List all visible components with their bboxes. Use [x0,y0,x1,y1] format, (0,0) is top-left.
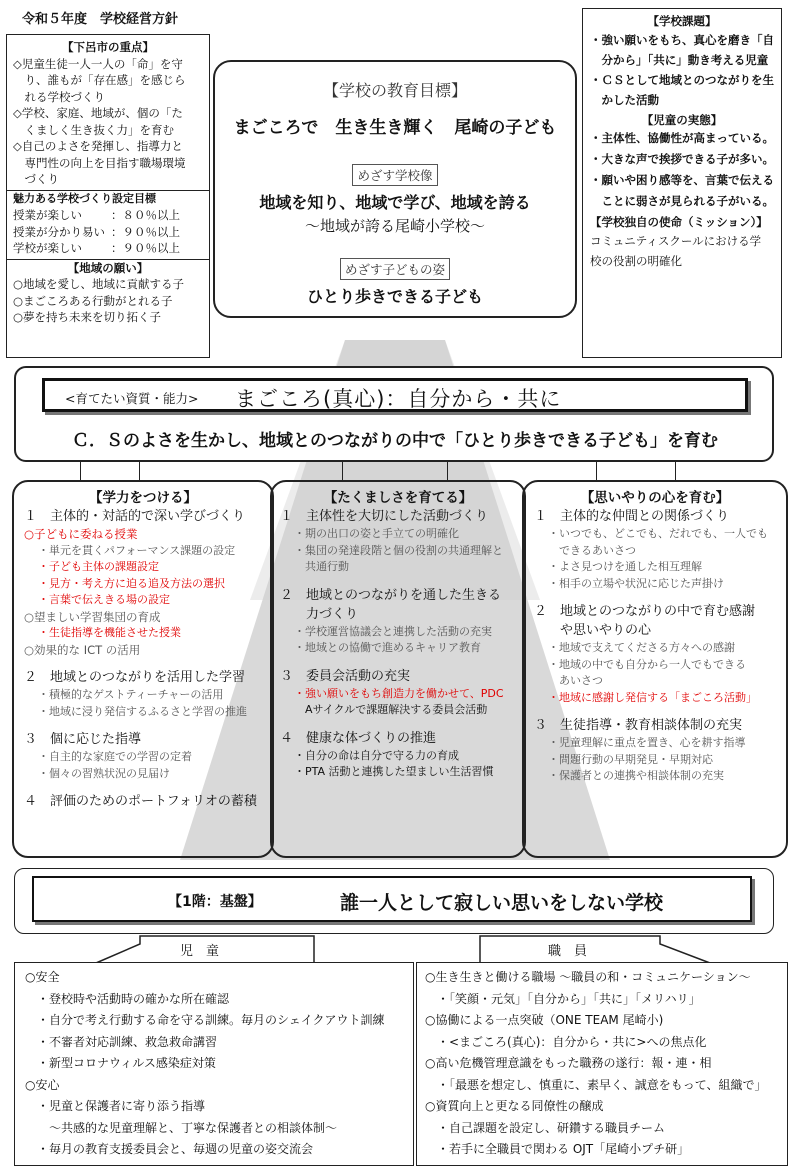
jittai-line: ことに弱さが見られる子がいる。 [590,194,774,208]
foundation-label: 【1階：基盤】 [168,894,262,910]
connector-right [596,462,676,480]
pillar-spacer [24,658,262,668]
pillar-item: ２ 地域とのつながりを活用した学習 [24,670,246,685]
jueten-line: くましく生き抜く力」を育む [13,122,174,137]
pillar-item: ・期の出口の姿と手立ての明確化 [294,527,459,540]
jittai-list [590,128,774,212]
shokuin-line: ・<まごころ(真心)：自分から・共に>への焦点化 [425,1034,707,1049]
pillar-academic [12,480,274,858]
kadai-line: ・ＣＳとして地域とのつながりを生 [590,72,774,87]
jidou-line: ・登校時や活動時の確かな所在確認 [25,991,230,1006]
pillar-spacer [534,706,776,716]
school-image-line2: ～地域が誇る尾崎小学校～ [304,217,485,235]
pillar-item: や思いやりの心 [534,623,652,638]
jittai-line: ・願いや困り感等を、言葉で伝える [590,173,774,187]
jidou-line: ○安心 [25,1077,60,1092]
miryoku-title: 魅力ある学校づくり設定目標 [13,191,156,205]
banner-label: <育てたい資質・能力> [65,391,199,406]
banner-sub: Ｃ．Ｓのよさを生かし、地域とのつながりの中で「ひとり歩きできる子ども」を育む [72,431,718,451]
jittai-line: ・大きな声で挨拶できる子が多い。 [590,152,774,166]
miryoku-value: ：９０％以上 [111,224,180,239]
pillar-spacer [280,719,516,729]
pillar-item: ・個々の習熟状況の見届け [38,766,170,780]
shokuin-line: ○協働による一点突破（ONE TEAM 尾崎小) [425,1013,664,1027]
pillar-strength-list [280,508,516,781]
kadai-line: かした活動 [590,92,659,107]
shokuin-line: ○高い危機管理意識をもった職務の遂行：報・連・相 [425,1056,712,1070]
pillar-item: ・子ども主体の課題設定 [38,560,159,573]
shokuin-line: ・「笑顔・元気」「自分から」「共に」「メリハリ」 [425,991,701,1006]
pillar-spacer [534,592,776,602]
pillar-item: ・自主的な家庭での学習の定着 [38,750,192,763]
pillar-spacer [280,657,516,667]
pillar-item: ・単元を貫くパフォーマンス課題の設定 [38,543,236,557]
pillar-item: できるあいさつ [548,543,636,557]
negai-title: 【地域の願い】 [67,260,149,275]
pillar-item: ・PTA 活動と連携した望ましい生活習慣 [294,765,494,778]
jueten-list [13,56,203,188]
pillar-item: ・見方・考え方に迫る追及方法の選択 [38,576,225,590]
jidou-list [25,967,403,1161]
pillar-item: ４ 健康な体づくりの推進 [280,730,437,746]
miryoku-row [13,224,203,241]
miryoku-list [13,207,203,257]
pillar-item: Aサイクルで課題解決する委員会活動 [294,703,488,716]
jittai-line: ・主体性、協働性が高まっている。 [590,131,774,145]
shokuin-line: ・自己課題を設定し、研鑽する職員チーム [425,1120,666,1135]
pillar-item: ・積極的なゲストティーチャーの活用 [38,688,224,701]
mission-line: コミュニティスクールにおける学 [590,233,762,248]
foundation-inner [32,876,752,922]
pillar-item: ２ 地域とのつながりの中で育む感謝 [534,604,756,619]
pillar-item: 力づくり [280,606,359,622]
miryoku-value: ：９０％以上 [111,241,180,255]
pillar-item: ○子どもに委ねる授業 [24,527,138,541]
miryoku-label: 授業が分かり易い [13,224,105,239]
left-panel [6,34,210,358]
jueten-line: ◇学校、家庭、地域が、個の「た [13,106,183,120]
pillar-item: ３ 生徒指導・教育相談体制の充実 [534,718,743,733]
kadai-title: 【学校課題】 [647,14,717,28]
pillar-strength [270,480,526,858]
pillar-item: １ 主体的な仲間との関係づくり [534,509,730,524]
pillar-strength-title: 【たくましさを育てる】 [323,490,473,506]
pillar-item: ・地域に浸り発信するふるさと学習の推進 [38,704,247,718]
jidou-line: ・児童と保護者に寄り添う指導 [25,1099,206,1113]
pillar-item: ・保護者との連携や相談体制の充実 [548,769,724,782]
jueten-line: れる学校づくり [13,89,105,104]
pillar-item: ・集団の発達段階と個の役割の共通理解と [294,543,503,557]
pillar-kindness-list [534,508,776,785]
page-title: 令和５年度 学校経営方針 [22,12,179,27]
miryoku-row [13,240,203,257]
jidou-box [14,962,414,1166]
pillar-item: １ 主体的・対話的で深い学びづくり [24,509,246,524]
child-image-text: ひとり歩きできる子ども [306,287,483,306]
jidou-line: ～共感的な児童理解と、丁寧な保護者との相談体制～ [25,1120,338,1135]
mission-list [590,231,774,271]
pillar-item: ・強い願いをもち創造力を働かせて、PDC [294,686,504,700]
jidou-line: ○安全 [25,970,60,984]
pillar-spacer [24,782,262,792]
pillar-academic-list [24,508,262,811]
pillar-item: ・生徒指導を機能させた授業 [38,626,181,639]
mission-title: 【学校独自の使命（ミッション）】 [590,215,768,229]
miryoku-value: ：８０％以上 [111,208,180,222]
pillar-item: ４ 評価のためのポートフォリオの蓄積 [24,794,257,809]
shokuin-line: ・「最悪を想定し、慎重に、素早く、誠意をもって、組織で」 [425,1077,767,1092]
education-goal-panel [213,60,577,318]
connector-center [342,462,448,480]
pillar-item: ・学校運営協議会と連携した活動の充実 [294,624,492,638]
pillar-item: ・地域との協働で進めるキャリア教育 [294,641,481,654]
jueten-line: 専門性の向上を目指す職場環境 [13,155,186,170]
goal-text: まごころで 生き生き輝く 尾崎の子ども [233,118,557,138]
shokuin-line: ○生き生きと働ける職場 ～職員の和・コミュニケーション～ [425,970,751,984]
arrow-graphics [0,930,800,966]
jittai-title: 【児童の実態】 [641,112,723,127]
pillar-item: ・問題行動の早期発見・早期対応 [548,752,713,766]
shokuin-line: ○資質向上と更なる同僚性の醸成 [425,1099,604,1113]
goal-title: 【学校の教育目標】 [322,81,467,100]
pillar-item: ○効果的な ICT の活用 [24,642,141,657]
pillar-item: ・自分の命は自分で守る力の育成 [294,748,459,762]
miryoku-row [13,207,203,224]
mission-line: 校の役割の明確化 [590,253,682,268]
jueten-title: 【下呂市の重点】 [62,40,154,54]
pillar-spacer [280,576,516,586]
right-panel [582,8,782,358]
kadai-list [590,30,774,110]
arrow-label-jidou: 児 童 [180,944,220,959]
negai-line: ○夢を持ち未来を切り拓く子 [13,310,162,324]
connector-left [80,462,140,480]
pillar-item: ○望ましい学習集団の育成 [24,609,161,624]
pillar-item: ・地域に感謝し発信する「まごころ活動」 [548,690,757,704]
pillar-academic-title: 【学力をつける】 [89,490,197,506]
shokuin-line: ・若手に全職員で関わる OJT「尾崎小プチ研」 [425,1142,690,1156]
negai-line: ○まごころある行動がとれる子 [13,293,173,308]
pillar-item: 共通行動 [294,560,349,573]
pillar-spacer [24,720,262,730]
jueten-line: り、誰もが「存在感」を感じら [13,73,186,87]
pillar-item: あいさつ [548,674,603,687]
negai-line: ○地域を愛し、地域に貢献する子 [13,277,185,291]
shokuin-list [425,967,779,1161]
pillar-kindness [522,480,788,858]
arrow-label-shokuin: 職 員 [548,944,588,959]
school-image-line1: 地域を知り、地域で学び、地域を誇る [259,193,531,212]
pillar-item: １ 主体性を大切にした活動づくり [280,509,489,524]
pillar-item: ・よさ見つけを通した相互理解 [548,560,702,573]
pillar-item: ・相手の立場や状況に応じた声掛け [548,576,724,590]
pillar-item: ・地域の中でも自分から一人でもできる [548,657,746,671]
jidou-line: ・自分で考え行動する命を守る訓練。毎月のシェイクアウト訓練 [25,1013,385,1027]
pillar-kindness-title: 【思いやりの心を育む】 [580,490,730,506]
miryoku-label: 授業が楽しい [13,208,82,222]
jueten-line: づくり [13,172,59,186]
jidou-line: ・毎月の教育支援委員会と、毎週の児童の姿交流会 [25,1142,314,1156]
banner-main: まごころ(真心)：自分から・共に [235,387,562,411]
jidou-line: ・不審者対応訓練、救急救命講習 [25,1034,218,1049]
kadai-line: ・強い願いをもち、真心を磨き「自 [590,32,774,47]
shokuin-box [416,962,788,1166]
child-image-label: めざす子どもの姿 [340,258,450,280]
pillar-item: ３ 個に応じた指導 [24,732,142,747]
school-image-label: めざす学校像 [352,164,437,186]
pillar-item: ・地域で支えてくださる方々への感謝 [548,641,735,654]
pillar-item: ２ 地域とのつながりを通した生きる [280,587,502,603]
pillar-item: ・言葉で伝えきる場の設定 [38,593,170,606]
pillar-item: ・いつでも、どこでも、だれでも、一人でも [548,527,768,540]
negai-list [13,276,203,326]
foundation-text: 誰一人として寂しい思いをしない学校 [340,892,664,914]
jueten-line: ◇児童生徒一人一人の「命」を守 [13,56,183,71]
pillar-item: ３ 委員会活動の充実 [280,668,411,684]
jueten-line: ◇自己のよさを発揮し、指導力と [13,139,183,153]
jidou-line: ・新型コロナウィルス感染症対策 [25,1056,216,1070]
miryoku-label: 学校が楽しい [13,241,82,255]
pillar-item: ・児童理解に重点を置き、心を耕す指導 [548,736,746,749]
banner-inner [42,378,748,412]
kadai-line: 分から」「共に」動き考える児童 [590,52,769,67]
